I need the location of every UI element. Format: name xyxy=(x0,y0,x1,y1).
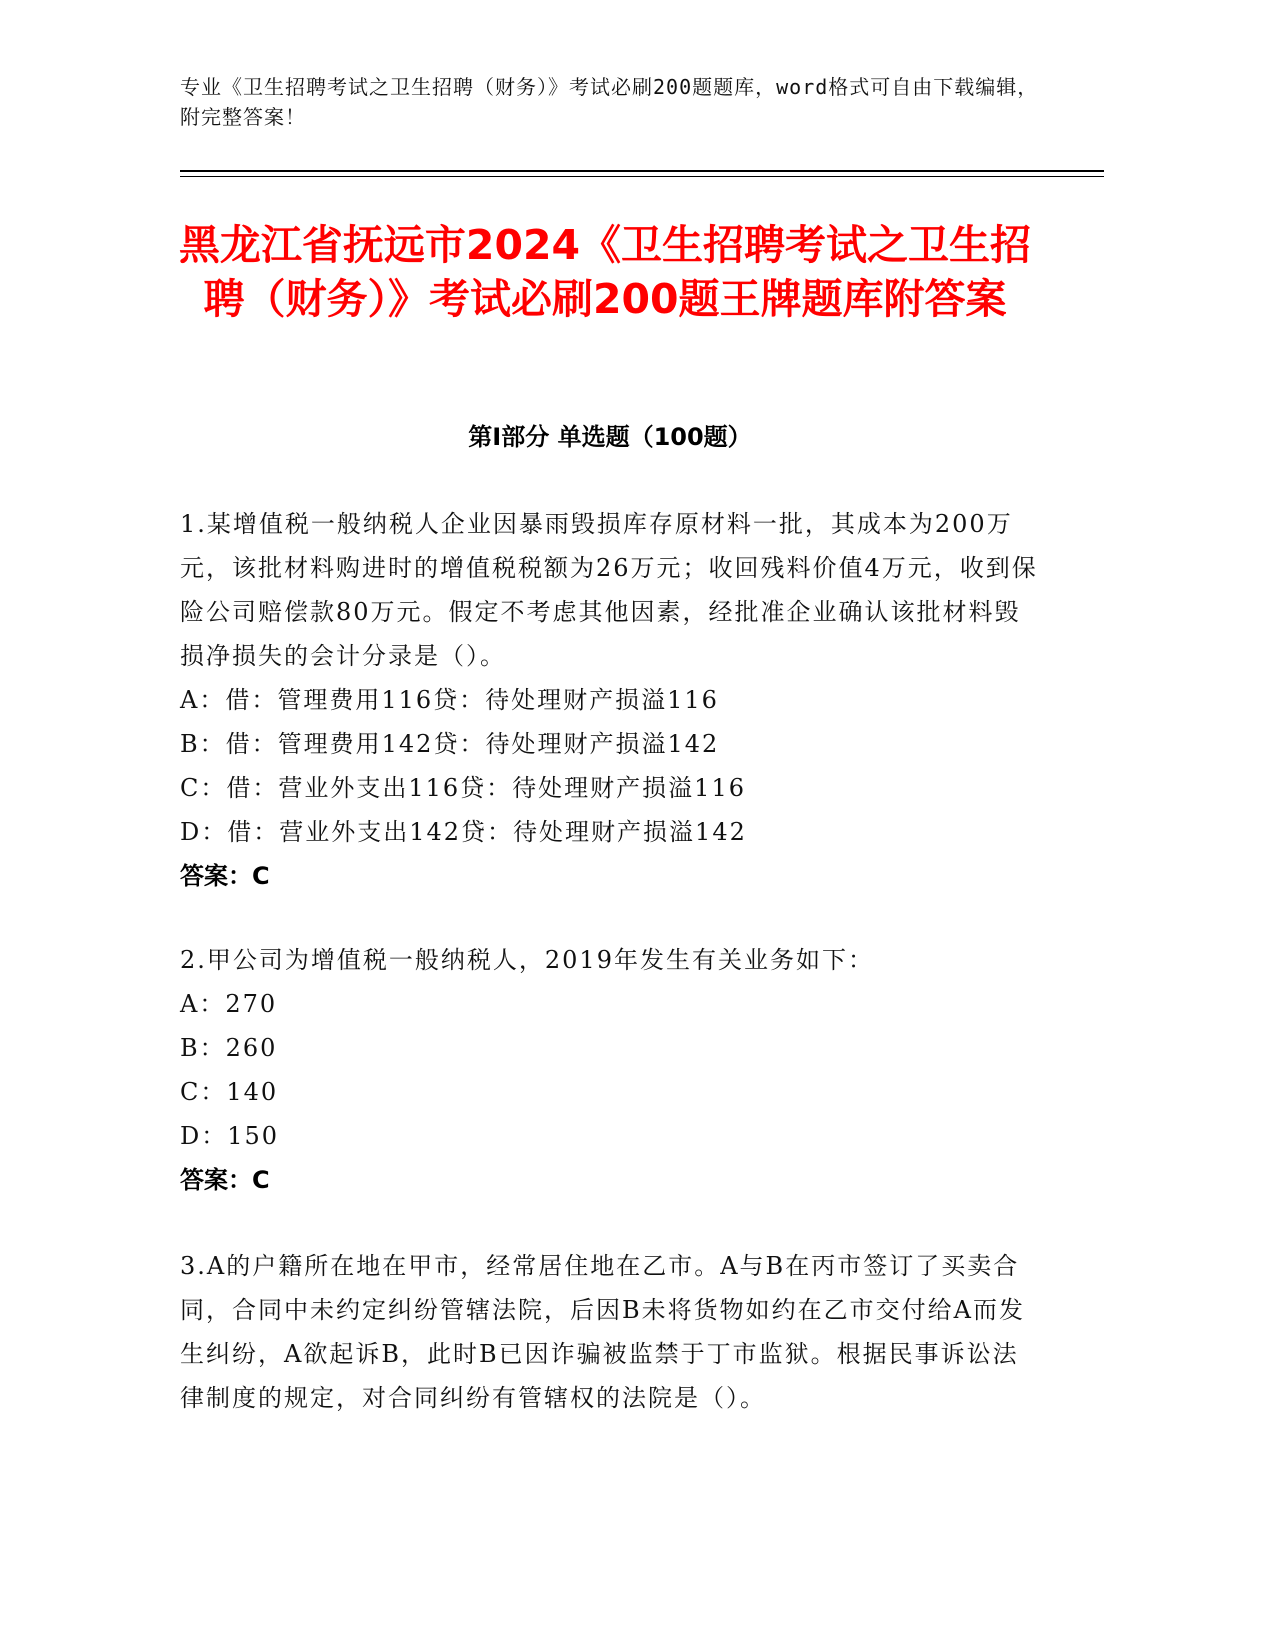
question-3 xyxy=(180,1244,1040,1420)
option-c: C：借：营业外支出116贷：待处理财产损溢116 xyxy=(180,774,746,802)
question-2 xyxy=(180,938,1040,1202)
answer: 答案：C xyxy=(180,862,270,890)
answer: 答案：C xyxy=(180,1166,270,1194)
section-heading: 第Ⅰ部分 单选题（100题） xyxy=(468,423,752,451)
option-a: A：270 xyxy=(180,990,278,1018)
question-stem: 3.A的户籍所在地在甲市，经常居住地在乙市。A与B在丙市签订了买卖合同，合同中未约定纠纷管辖法院，后因B未将货物如约在乙市交付给A而发生纠纷，A欲起诉B，此时B已因诈骗被监禁于丁市监狱。根据民事诉讼法律制度的规定，对合同纠纷有管辖权的法院是（）。 xyxy=(180,1252,1025,1412)
question-1 xyxy=(180,502,1040,898)
option-d: D：150 xyxy=(180,1122,280,1150)
option-c: C：140 xyxy=(180,1078,279,1106)
option-a: A：借：管理费用116贷：待处理财产损溢116 xyxy=(180,686,719,714)
option-b: B：260 xyxy=(180,1034,278,1062)
document-title: 黑龙江省抚远市2024《卫生招聘考试之卫生招聘（财务）》考试必刷200题王牌题库附答案 xyxy=(178,221,1032,323)
header-divider-thin xyxy=(180,176,1104,177)
question-stem: 2.甲公司为增值税一般纳税人，2019年发生有关业务如下： xyxy=(180,946,874,974)
question-stem: 1.某增值税一般纳税人企业因暴雨毁损库存原材料一批，其成本为200万元，该批材料购进时的增值税税额为26万元；收回残料价值4万元，收到保险公司赔偿款80万元。假定不考虑其他因素，经批准企业确认该批材料毁损净损失的会计分录是（）。 xyxy=(180,510,1038,670)
option-d: D：借：营业外支出142贷：待处理财产损溢142 xyxy=(180,818,747,846)
header-note: 专业《卫生招聘考试之卫生招聘（财务）》考试必刷200题题库，word格式可自由下载编辑，附完整答案！ xyxy=(180,75,1039,129)
header-divider-thick xyxy=(180,170,1104,172)
option-b: B：借：管理费用142贷：待处理财产损溢142 xyxy=(180,730,720,758)
